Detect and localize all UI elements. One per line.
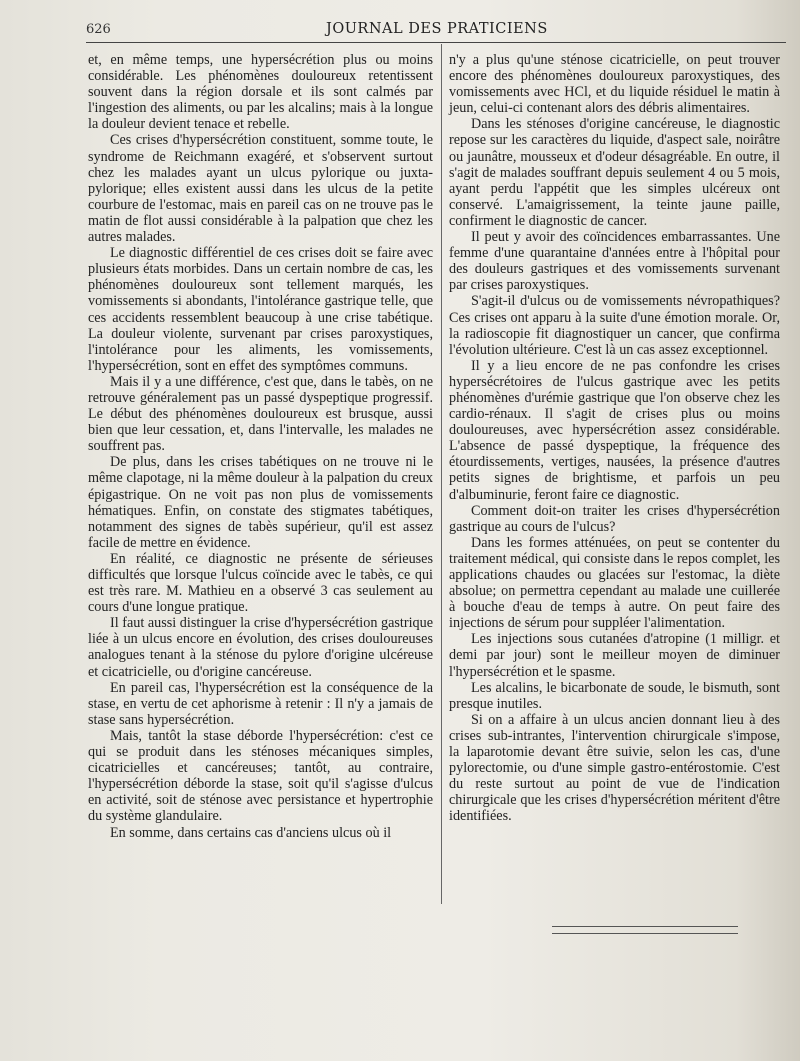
end-of-article-rule: [552, 926, 738, 934]
paragraph: Dans les formes atténuées, on peut se contenter du traitement médical, qui consiste dans le repos complet, les applications chaudes ou glacées sur l'estomac, la diète absolue; on permettra cependant au malade une cuillerée à bouche d'eau de temps à autre. On peut faire des injections de sérum pour suppléer l'alimentation.: [449, 534, 780, 632]
right-column: [449, 52, 780, 825]
paragraph: En réalité, ce diagnostic ne présente de sérieuses difficultés que lorsque l'ulcus coïncide avec le tabès, ce qui est très rare. M. Mathieu en a observé 3 cas seulement au cours d'une longue pratique.: [88, 550, 433, 616]
paragraph: S'agit-il d'ulcus ou de vomissements névropathiques? Ces crises ont apparu à la suite d'une émotion morale. Or, la radioscopie fit diagnostiquer un cancer, que confirma l'évolution ultérieure. C'est là un cas assez exceptionnel.: [449, 293, 780, 358]
paragraph: Si on a affaire à un ulcus ancien donnant lieu à des crises sub-intrantes, l'intervention chirurgicale s'impose, la laparotomie devant être suivie, selon les cas, d'une pylorectomie, ou d'une simple gastro-entérostomie. C'est du reste surtout au point de vue de l'indication chirurgicale que les crises d'hypersécrétion méritent d'être identifiées.: [449, 711, 780, 825]
paragraph: Ces crises d'hypersécrétion constituent, somme toute, le syndrome de Reichmann exagéré, et s'observent surtout chez les malades ayant un ulcus pylorique ou juxta-pylorique; elles existent aussi dans les ulcus de la petite courbure de l'estomac, mais en pareil cas on ne trouve pas le matin de flot aussi considérable à la palpation que chez les autres malades.: [88, 132, 433, 246]
paragraph: Les injections sous cutanées d'atropine (1 milligr. et demi par jour) sont le meilleur moyen de diminuer l'hypersécrétion et le spasme.: [449, 631, 780, 680]
paragraph: En somme, dans certains cas d'anciens ulcus où il: [110, 824, 392, 841]
paragraph: Il faut aussi distinguer la crise d'hypersécrétion gastrique liée à un ulcus encore en évolution, des crises douloureuses analogues tenant à la sténose du pylore d'origine ulcéreuse et cicatricielle, ou d'origine cancéreuse.: [88, 615, 433, 680]
page-number: 626: [86, 22, 111, 37]
paragraph: En pareil cas, l'hypersécrétion est la conséquence de la stase, en vertu de cet aphorisme à retenir : Il n'y a jamais de stase sans hypersécrétion.: [88, 679, 433, 728]
header-rule: [86, 42, 786, 43]
paragraph: De plus, dans les crises tabétiques on ne trouve ni le même clapotage, ni la même douleur à la palpation du creux épigastrique. On ne voit pas non plus de vomissements hématiques. Enfin, on constate des stigmates tabétiques, notamment des signes de tabès supérieur, qu'il est assez facile de mettre en évidence.: [88, 454, 433, 551]
paragraph: Il peut y avoir des coïncidences embarrassantes. Une femme d'une quarantaine d'années entre à l'hôpital pour des douleurs gastriques et des vomissements survenant par crises paroxystiques.: [449, 229, 780, 294]
paragraph: Dans les sténoses d'origine cancéreuse, le diagnostic repose sur les caractères du liquide, d'aspect sale, noirâtre ou jaunâtre, mousseux et d'odeur désagréable. En outre, il s'agit de malades souffrant depuis seulement 4 ou 5 mois, ayant perdu l'appétit que les simples ulcéreux ont conservé. L'amaigrissement, la teinte jaune paille, confirment le diagnostic de cancer.: [449, 116, 780, 229]
journal-title: JOURNAL DES PRATICIENS: [326, 21, 548, 37]
paragraph: Les alcalins, le bicarbonate de soude, le bismuth, sont presque inutiles.: [449, 679, 780, 712]
page-header: [86, 18, 776, 42]
left-column: [88, 52, 433, 841]
column-divider: [441, 44, 442, 904]
paragraph: Comment doit-on traiter les crises d'hypersécrétion gastrique au cours de l'ulcus?: [449, 502, 780, 535]
paragraph: Mais, tantôt la stase déborde l'hypersécrétion: c'est ce qui se produit dans les sténoses mécaniques simples, cicatricielles et cancéreuses; tantôt, au contraire, l'hypersécrétion déborde la stase, soit qu'il s'agisse d'ulcus en activité, soit de sténose avec persistance et hypertrophie du système glandulaire.: [88, 727, 433, 825]
paragraph: et, en même temps, une hypersécrétion plus ou moins considérable. Les phénomènes douloureux retentissent souvent dans la région dorsale et ils sont calmés par l'ingestion des aliments, ou par les alcalins; mais à la longue la douleur devient tenace et rebelle.: [88, 52, 433, 133]
paragraph: Mais il y a une différence, c'est que, dans le tabès, on ne retrouve généralement pas un passé dyspeptique progressif. Le début des phénomènes douloureux est brusque, aussi bien que leur cessation, et, dans l'intervalle, les malades ne souffrent pas.: [88, 373, 433, 455]
paragraph: Il y a lieu encore de ne pas confondre les crises hypersécrétoires de l'ulcus gastrique avec les petits phénomènes d'urémie gastrique que l'on observe chez les cardio-rénaux. Il s'agit de crises plus ou moins douloureuses, avec hypersécrétion assez considérable. L'absence de passé dyspeptique, la fréquence des étourdissements, vertiges, nausées, la présence d'autres petits signes de brightisme, et parfois un peu d'albuminurie, feront faire ce diagnostic.: [449, 357, 780, 503]
paragraph: n'y a plus qu'une sténose cicatricielle, on peut trouver encore des phénomènes douloureux paroxystiques, des vomissements avec HCl, et du liquide résiduel le matin à jeun, celui-ci contenant alors des débris alimentaires.: [449, 52, 780, 117]
paragraph: Le diagnostic différentiel de ces crises doit se faire avec plusieurs états morbides. Dans un certain nombre de cas, les phénomènes douloureux sont tellement marqués, les vomissements si abondants, l'intolérance gastrique telle, que ces accidents ressemblent beaucoup à une crise tabétique. La douleur violente, survenant par crises paroxystiques, l'intolérance pour les aliments, les vomissements, l'hypersécrétion, sont en effet des symptômes communs.: [88, 245, 433, 374]
